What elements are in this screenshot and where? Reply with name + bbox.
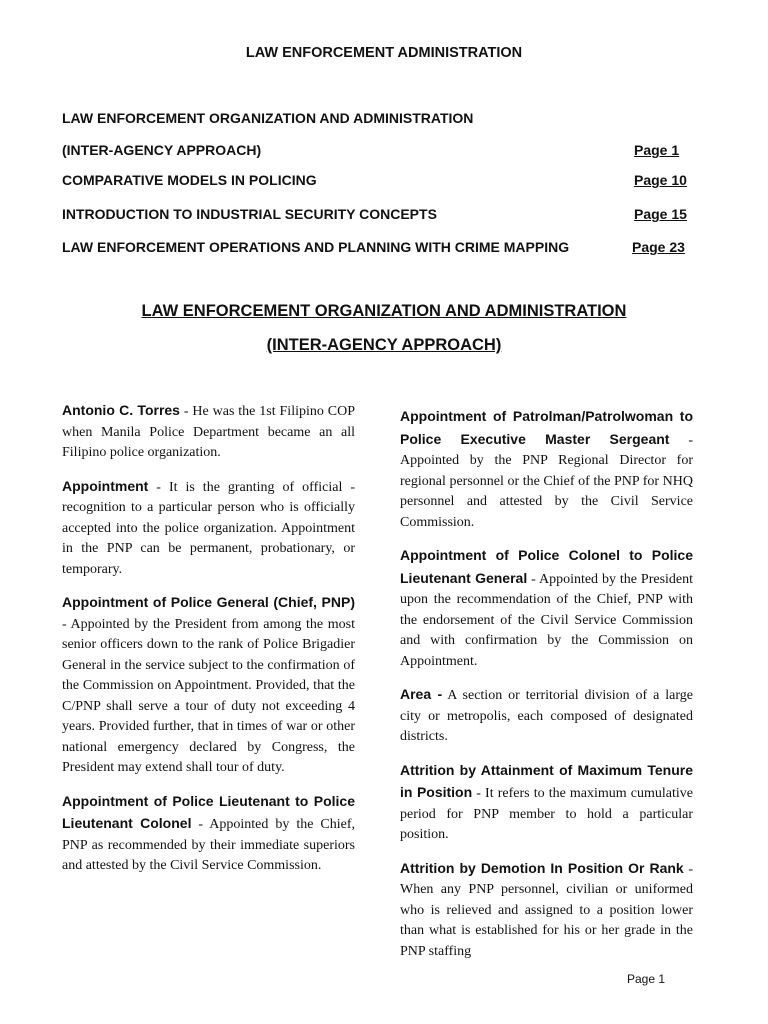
entry-term: Appointment: [62, 477, 149, 494]
toc-entry: [62, 140, 702, 160]
glossary-entry: [400, 684, 693, 748]
left-column: [62, 400, 355, 889]
right-column: [400, 406, 693, 974]
entry-definition: - It refers to the maximum cumulative period for PNP member to hold a particular position.: [400, 786, 693, 842]
glossary-entry: [400, 760, 693, 846]
page-number: Page 1: [627, 972, 666, 986]
entry-definition: - When any PNP personnel, civilian or uniformed who is relieved and assigned to a position lower than what is established for his or her grade in the PNP staffing: [400, 861, 693, 959]
glossary-entry: [62, 400, 355, 464]
toc-entry: [62, 170, 702, 190]
toc-page-link[interactable]: Page 15: [634, 206, 687, 222]
toc-entry-title: LAW ENFORCEMENT OPERATIONS AND PLANNING WITH CRIME MAPPING: [62, 239, 570, 255]
entry-term: Attrition by Attainment of Maximum Tenure in Position: [400, 761, 693, 800]
toc-entry-title: (INTER-AGENCY APPROACH): [62, 142, 262, 158]
glossary-entry: [62, 791, 355, 877]
toc-entry: [62, 204, 702, 224]
document-title: LAW ENFORCEMENT ADMINISTRATION: [245, 45, 523, 61]
entry-definition: - Appointed by the PNP Regional Director for regional personnel or the Chief of the PNP for NHQ personnel and attested by the Civil Service Commission.: [400, 432, 693, 530]
glossary-entry: [62, 476, 355, 581]
entry-term: Appointment of Police Colonel to Police Lieutenant General: [400, 547, 693, 586]
toc-entry: [62, 237, 702, 257]
glossary-entry: [400, 545, 693, 672]
entry-definition: - Appointed by the President upon the recommendation of the Chief, PNP with the endorsement of the Civil Service Commission and with confirmation by the Commission on Appointment.: [400, 571, 694, 669]
entry-term: Antonio C. Torres: [62, 402, 180, 418]
entry-definition: A section or territorial division of a large city or metropolis, each composed of designated districts.: [400, 688, 694, 744]
glossary-entry: [62, 592, 355, 779]
section-subheading: (INTER-AGENCY APPROACH): [266, 336, 502, 354]
toc-entry-title: INTRODUCTION TO INDUSTRIAL SECURITY CONCEPTS: [62, 206, 437, 222]
entry-term: Attrition by Demotion In Position Or Rank: [400, 859, 684, 876]
entry-definition: - He was the 1st Filipino COP when Manila Police Department became an all Filipino police organization.: [62, 404, 355, 460]
entry-definition: - It is the granting of official - recognition to a particular person who is officially accepted into the police organization. Appointment in the PNP can be permanent, probationary, or temporary.: [62, 479, 355, 577]
entry-term: Area -: [400, 686, 443, 702]
toc-entry-title: LAW ENFORCEMENT ORGANIZATION AND ADMINISTRATION: [62, 110, 474, 126]
section-heading: LAW ENFORCEMENT ORGANIZATION AND ADMINISTRATION: [141, 302, 627, 320]
toc-page-link[interactable]: Page 1: [634, 142, 680, 158]
toc-entry-title: COMPARATIVE MODELS IN POLICING: [62, 172, 317, 188]
entry-definition: - Appointed by the President from among the most senior officers down to the rank of Police Brigadier General in the service subject to the confirmation of the Commission on Appointment. Provided, that the C/PNP shall serve a tour of duty not exceeding 4 years. Provided further, that in times of war or other national emergency declared by Congress, the President may extend shall tour of duty.: [62, 616, 355, 775]
entry-term: Appointment of Police Lieutenant to Police Lieutenant Colonel: [62, 792, 355, 831]
toc-page-link[interactable]: Page 23: [632, 239, 685, 255]
entry-term: Appointment of Patrolman/Patrolwoman to Police Executive Master Sergeant: [400, 408, 693, 447]
toc-page-link[interactable]: Page 10: [634, 172, 687, 188]
entry-definition: - Appointed by the Chief, PNP as recommended by their immediate superiors and attested by the Civil Service Commission.: [62, 817, 355, 873]
entry-term: Appointment of Police General (Chief, PNP): [62, 594, 355, 610]
toc-entry: [62, 108, 702, 128]
glossary-entry: [400, 406, 693, 533]
glossary-entry: [400, 858, 693, 963]
